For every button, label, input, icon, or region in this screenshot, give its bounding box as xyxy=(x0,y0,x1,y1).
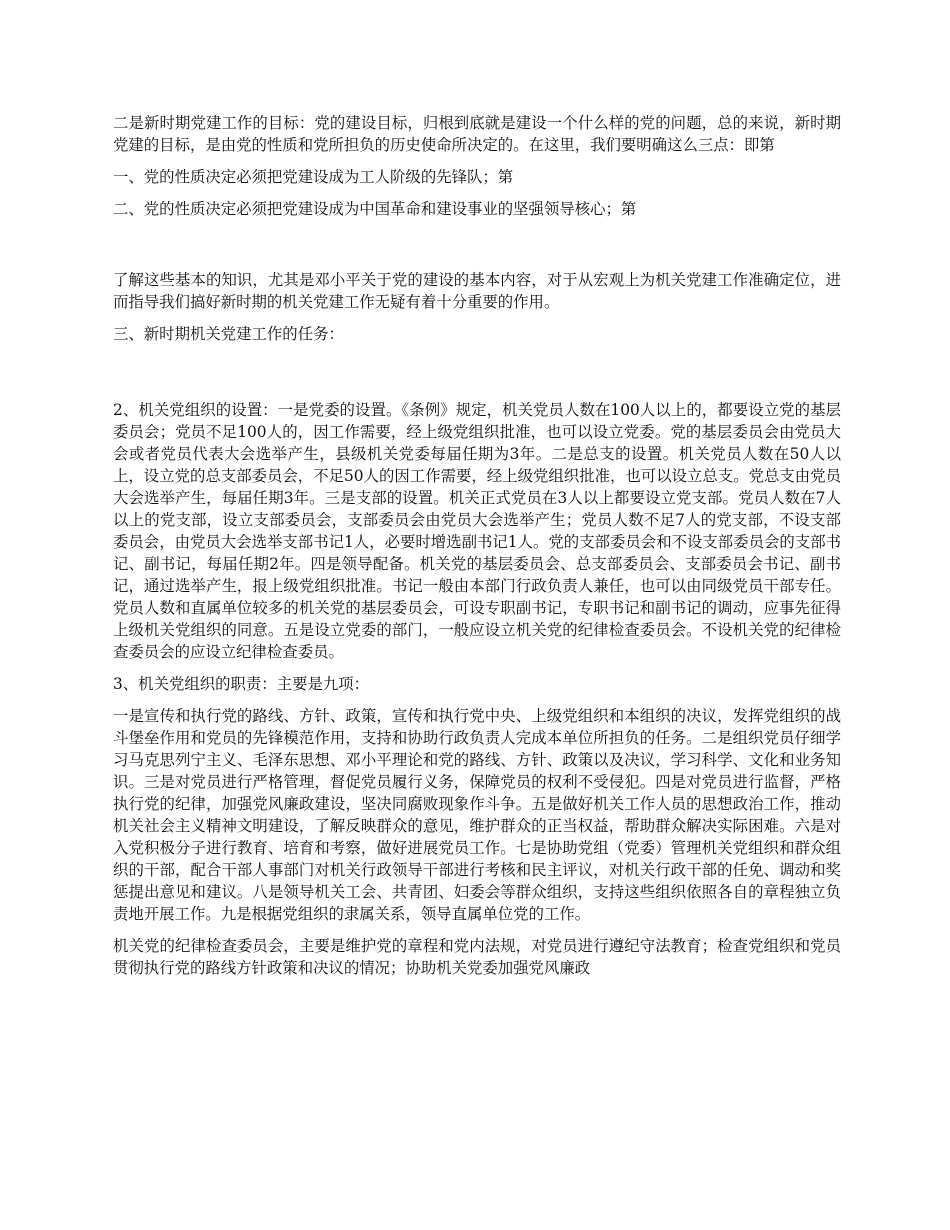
paragraph-discipline-committee: 机关党的纪律检查委员会，主要是维护党的章程和党内法规，对党员进行遵纪守法教育；检查党组织和党员贯彻执行党的路线方针政策和决议的情况；协助机关党委加强党风廉政 xyxy=(113,937,841,977)
paragraph-basic-knowledge: 了解这些基本的知识，尤其是邓小平关于党的建设的基本内容，对于从宏观上为机关党建工作准确定位，进而指导我们搞好新时期的机关党建工作无疑有着十分重要的作用。 xyxy=(113,271,841,311)
paragraph-point-two: 二、党的性质决定必须把党建设成为中国革命和建设事业的坚强领导核心；第 xyxy=(113,200,637,218)
paragraph-section-three-heading: 三、新时期机关党建工作的任务： xyxy=(113,325,344,343)
paragraph-organization-setup: 2、机关党组织的设置：一是党委的设置。《条例》规定，机关党员人数在100人以上的，都要设立党的基层委员会；党员不足100人的，因工作需要，经上级党组织批准，也可以设立党委。党的基层委员会由党员大会或者党员代表大会选举产生，县级机关党委每届任期为3年。二是总支的设置。机关党员人数在50人以上，设立党的总支部委员会，不足50人的因工作需要，经上级党组织批准，也可以设立总支。党总支由党员大会选举产生，每届任期3年。三是支部的设置。机关正式党员在3人以上都要设立党支部。党员人数在7人以上的党支部，设立支部委员会，支部委员会由党员大会选举产生；党员人数不足7人的党支部，不设支部委员会，由党员大会选举支部书记1人，必要时增选副书记1人。党的支部委员会和不设支部委员会的支部书记、副书记，每届任期2年。四是领导配备。机关党的基层委员会、总支部委员会、支部委员会书记、副书记，通过选举产生，报上级党组织批准。书记一般由本部门行政负责人兼任，也可以由同级党员干部专任。党员人数和直属单位较多的机关党的基层委员会，可设专职副书记，专职书记和副书记的调动，应事先征得上级机关党组织的同意。五是设立党委的部门，一般应设立机关党的纪律检查委员会。不设机关党的纪律检查委员会的应设立纪律检查委员。 xyxy=(113,401,841,661)
blank-gap xyxy=(113,355,841,399)
paragraph-nine-duties: 一是宣传和执行党的路线、方针、政策，宣传和执行党中央、上级党组织和本组织的决议，发挥党组织的战斗堡垒作用和党员的先锋模范作用，支持和协助行政负责人完成本单位所担负的任务。二是组织党员仔细学习马克思列宁主义、毛泽东思想、邓小平理论和党的路线、方针、政策以及决议，学习科学、文化和业务知识。三是对党员进行严格管理，督促党员履行义务，保障党员的权利不受侵犯。四是对党员进行监督，严格执行党的纪律，加强党风廉政建设，坚决同腐败现象作斗争。五是做好机关工作人员的思想政治工作，推动机关社会主义精神文明建设，了解反映群众的意见，维护群众的正当权益，帮助群众解决实际困难。六是对入党积极分子进行教育、培育和考察，做好进展党员工作。七是协助党组（党委）管理机关党组织和群众组织的干部，配合干部人事部门对机关行政领导干部进行考核和民主评议，对机关行政干部的任免、调动和奖惩提出意见和建议。八是领导机关工会、共青团、妇委会等群众组织，支持这些组织依照各自的章程独立负责地开展工作。九是根据党组织的隶属关系，领导直属单位党的工作。 xyxy=(113,707,841,923)
paragraph-party-building-goal: 二是新时期党建工作的目标：党的建设目标，归根到底就是建设一个什么样的党的问题，总的来说，新时期党建的目标，是由党的性质和党所担负的历史使命所决定的。在这里，我们要明确这么三点：即第 xyxy=(113,114,841,154)
document-body xyxy=(113,112,841,989)
blank-gap xyxy=(113,230,841,269)
paragraph-point-one: 一、党的性质决定必须把党建设成为工人阶级的先锋队；第 xyxy=(113,168,514,186)
paragraph-duties-heading: 3、机关党组织的职责：主要是九项： xyxy=(113,675,370,693)
